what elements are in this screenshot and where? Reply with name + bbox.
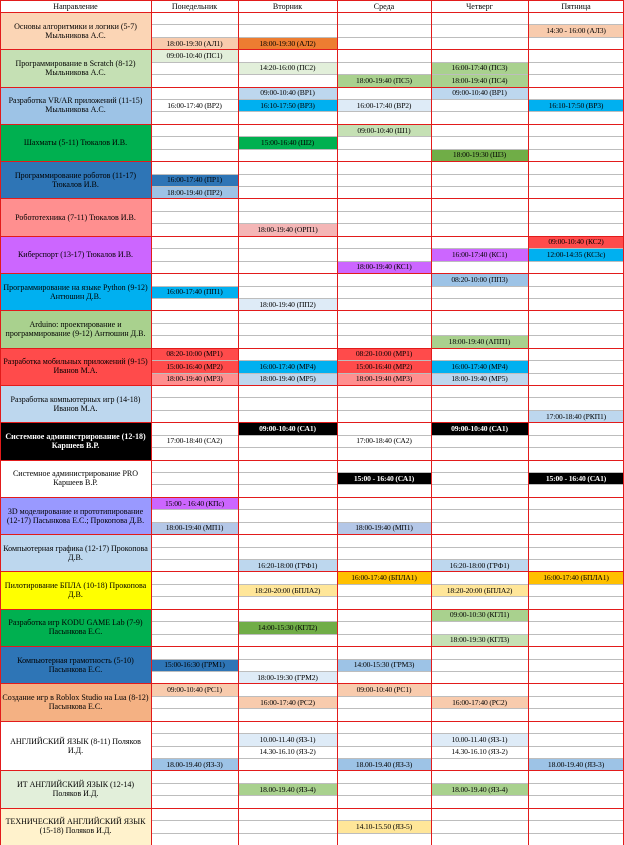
row-divider xyxy=(0,770,624,771)
time-slot-tuesday: 18.00-19.40 (ЯЗ-4) xyxy=(238,783,337,795)
time-slot-tuesday: 09:00-10:40 (СА1) xyxy=(238,422,337,434)
row-divider xyxy=(151,410,624,411)
header-direction: Направление xyxy=(53,1,98,11)
row-divider xyxy=(151,223,624,224)
time-slot-wednesday: 08:20-10:00 (МР1) xyxy=(337,348,431,360)
direction-label: Программирование в Scratch (8-12) Мыльникова А.С. xyxy=(0,49,151,86)
time-slot-monday: 18:00-19:40 (ПР2) xyxy=(151,186,238,198)
row-divider xyxy=(0,12,624,13)
time-slot-wednesday: 09:00-10:40 (Ш1) xyxy=(337,124,431,136)
row-divider xyxy=(0,236,624,237)
time-slot-monday: 15:00 - 16:40 (КПс) xyxy=(151,497,238,509)
row-divider xyxy=(151,186,624,187)
header-friday: Пятница xyxy=(561,1,591,11)
row-divider xyxy=(0,87,624,88)
row-divider xyxy=(151,24,624,25)
time-slot-friday: 18.00-19.40 (ЯЗ-3) xyxy=(528,758,624,770)
time-slot-tuesday: 16:00-17:40 (МР4) xyxy=(238,360,337,372)
row-divider xyxy=(0,534,624,535)
direction-label: Основы алгоритмики и логики (5-7) Мыльникова А.С. xyxy=(0,12,151,49)
row-divider xyxy=(0,198,624,199)
row-divider xyxy=(0,460,624,461)
row-divider xyxy=(0,422,624,423)
row-divider xyxy=(151,111,624,112)
row-divider xyxy=(0,124,624,125)
time-slot-wednesday: 15:00-16:40 (МР2) xyxy=(337,360,431,372)
row-divider xyxy=(0,683,624,684)
time-slot-thursday: 18:00-19:40 (ПС4) xyxy=(431,74,528,86)
row-divider xyxy=(0,49,624,50)
time-slot-wednesday: 18:00-19:40 (МР3) xyxy=(337,373,431,385)
header-thursday: Четверг xyxy=(466,1,493,11)
row-divider xyxy=(151,547,624,548)
direction-label: 3D моделирование и прототипирование (12-17) Пасынкова Е.С.; Прокопова Д.В. xyxy=(0,497,151,534)
time-slot-monday: 16:00-17:40 (ПП1) xyxy=(151,286,238,298)
direction-label: Разработка мобильных приложений (9-15) Иванов М.А. xyxy=(0,348,151,385)
time-slot-thursday: 18:00-19:40 (МР5) xyxy=(431,373,528,385)
row-divider xyxy=(151,758,624,759)
time-slot-wednesday: 09:00-10:40 (РС1) xyxy=(337,683,431,695)
row-divider xyxy=(151,37,624,38)
time-slot-tuesday: 14.30-16.10 (ЯЗ-2) xyxy=(238,746,337,758)
column-divider xyxy=(431,0,432,845)
time-slot-thursday: 09:00-10:30 (КГЛ1) xyxy=(431,609,528,621)
row-divider xyxy=(151,335,624,336)
time-slot-thursday: 16:00-17:40 (КС1) xyxy=(431,248,528,260)
column-divider xyxy=(238,0,239,845)
row-divider xyxy=(151,634,624,635)
row-divider xyxy=(151,472,624,473)
time-slot-tuesday: 16:20-18:00 (ГРФ1) xyxy=(238,559,337,571)
time-slot-tuesday: 10.00-11.40 (ЯЗ-1) xyxy=(238,733,337,745)
direction-label: Разработка компьютерных игр (14-18) Иванов М.А. xyxy=(0,385,151,422)
direction-label: Компьютерная графика (12-17) Прокопова Д.В. xyxy=(0,534,151,571)
row-divider xyxy=(151,584,624,585)
row-divider xyxy=(151,708,624,709)
time-slot-tuesday: 18:20-20:00 (БПЛА2) xyxy=(238,584,337,596)
row-divider xyxy=(151,783,624,784)
time-slot-thursday: 18:20-20:00 (БПЛА2) xyxy=(431,584,528,596)
row-divider xyxy=(151,659,624,660)
time-slot-friday: 12:00-14:35 (КС3с) xyxy=(528,248,624,260)
row-divider xyxy=(151,248,624,249)
time-slot-monday: 18.00-19.40 (ЯЗ-3) xyxy=(151,758,238,770)
row-divider xyxy=(151,286,624,287)
direction-label: Разработка VR/AR приложений (11-15) Мыльникова А.С. xyxy=(0,87,151,124)
time-slot-tuesday: 18:00-19:30 (АЛ2) xyxy=(238,37,337,49)
direction-label: Шахматы (5-11) Тюкалов И.В. xyxy=(0,124,151,161)
column-divider xyxy=(0,0,1,845)
time-slot-friday: 14:30 - 16:00 (АЛ3) xyxy=(528,24,624,36)
row-divider xyxy=(0,571,624,572)
row-divider xyxy=(151,833,624,834)
row-divider xyxy=(0,161,624,162)
time-slot-tuesday: 14:20-16:00 (ПС2) xyxy=(238,62,337,74)
header-tuesday: Вторник xyxy=(272,1,303,11)
time-slot-monday: 09:00-10:40 (ПС1) xyxy=(151,49,238,61)
time-slot-tuesday: 09:00-10:40 (ВР1) xyxy=(238,87,337,99)
time-slot-thursday: 18:00-19:30 (Ш3) xyxy=(431,149,528,161)
time-slot-monday: 09:00-10:40 (РС1) xyxy=(151,683,238,695)
row-divider xyxy=(0,385,624,386)
row-divider xyxy=(151,596,624,597)
row-divider xyxy=(0,348,624,349)
time-slot-tuesday: 14:00-15:30 (КГЛ2) xyxy=(238,621,337,633)
time-slot-thursday: 18.00-19.40 (ЯЗ-4) xyxy=(431,783,528,795)
row-divider xyxy=(151,509,624,510)
table-border xyxy=(0,0,624,1)
row-divider xyxy=(0,609,624,610)
time-slot-friday: 15:00 - 16:40 (СА1) xyxy=(528,472,624,484)
row-divider xyxy=(151,360,624,361)
row-divider xyxy=(151,323,624,324)
row-divider xyxy=(151,447,624,448)
time-slot-thursday: 10.00-11.40 (ЯЗ-1) xyxy=(431,733,528,745)
direction-label: Системное администрирование PRO Каршеев В.Р. xyxy=(0,460,151,497)
time-slot-thursday: 14.30-16.10 (ЯЗ-2) xyxy=(431,746,528,758)
direction-label: Робототехника (7-11) Тюкалов И.В. xyxy=(0,198,151,235)
time-slot-wednesday: 14.10-15.50 (ЯЗ-5) xyxy=(337,820,431,832)
direction-label: Программирование на языке Python (9-12) Антюшин Д.В. xyxy=(0,273,151,310)
time-slot-friday: 17:00-18:40 (РКП1) xyxy=(528,410,624,422)
row-divider xyxy=(151,435,624,436)
direction-label: Программирование роботов (11-17) Тюкалов И.В. xyxy=(0,161,151,198)
time-slot-tuesday: 15:00-16:40 (Ш2) xyxy=(238,136,337,148)
time-slot-wednesday: 18.00-19.40 (ЯЗ-3) xyxy=(337,758,431,770)
time-slot-monday: 08:20-10:00 (МР1) xyxy=(151,348,238,360)
time-slot-wednesday: 16:00-17:40 (БПЛА1) xyxy=(337,571,431,583)
time-slot-friday: 09:00-10:40 (КС2) xyxy=(528,236,624,248)
time-slot-thursday: 09:00-10:40 (ВР1) xyxy=(431,87,528,99)
time-slot-wednesday: 18:00-19:40 (ПС5) xyxy=(337,74,431,86)
row-divider xyxy=(151,298,624,299)
row-divider xyxy=(151,74,624,75)
row-divider xyxy=(0,721,624,722)
direction-label: Создание игр в Roblox Studio на Lua (8-12) Пасынкова Е.С. xyxy=(0,683,151,720)
time-slot-monday: 18:00-19:40 (МП1) xyxy=(151,522,238,534)
direction-label: ТЕХНИЧЕСКИЙ АНГЛИЙСКИЙ ЯЗЫК (15-18) Поляков И.Д. xyxy=(0,808,151,845)
time-slot-thursday: 08:20-10:00 (ПП3) xyxy=(431,273,528,285)
row-divider xyxy=(0,310,624,311)
row-divider xyxy=(151,746,624,747)
row-divider xyxy=(151,62,624,63)
column-divider xyxy=(337,0,338,845)
time-slot-tuesday: 18:00-19:40 (ПП2) xyxy=(238,298,337,310)
row-divider xyxy=(151,261,624,262)
time-slot-thursday: 18:00-19:30 (КГЛ3) xyxy=(431,634,528,646)
time-slot-monday: 15:00-16:40 (МР2) xyxy=(151,360,238,372)
time-slot-friday: 16:00-17:40 (БПЛА1) xyxy=(528,571,624,583)
row-divider xyxy=(0,646,624,647)
time-slot-tuesday: 18:00-19:40 (МР5) xyxy=(238,373,337,385)
direction-label: АНГЛИЙСКИЙ ЯЗЫК (8-11) Поляков И.Д. xyxy=(0,721,151,771)
time-slot-wednesday: 15:00 - 16:40 (СА1) xyxy=(337,472,431,484)
time-slot-thursday: 16:20-18:00 (ГРФ1) xyxy=(431,559,528,571)
time-slot-thursday: 09:00-10:40 (СА1) xyxy=(431,422,528,434)
row-divider xyxy=(151,733,624,734)
row-divider xyxy=(151,149,624,150)
column-divider xyxy=(151,0,152,845)
time-slot-thursday: 18:00-19:40 (АПП1) xyxy=(431,335,528,347)
time-slot-wednesday: 14:00-15:30 (ГРМ3) xyxy=(337,659,431,671)
time-slot-tuesday: 16:00-17:40 (РС2) xyxy=(238,696,337,708)
time-slot-thursday: 16:00-17:40 (РС2) xyxy=(431,696,528,708)
row-divider xyxy=(151,820,624,821)
time-slot-tuesday: 18:00-19:40 (ОРП1) xyxy=(238,223,337,235)
row-divider xyxy=(151,522,624,523)
time-slot-wednesday: 17:00-18:40 (СА2) xyxy=(337,435,431,447)
row-divider xyxy=(151,99,624,100)
row-divider xyxy=(151,373,624,374)
row-divider xyxy=(0,808,624,809)
direction-label: Разработка игр KODU GAME Lab (7-9) Пасынкова Е.С. xyxy=(0,609,151,646)
direction-label: ИТ АНГЛИЙСКИЙ ЯЗЫК (12-14) Поляков И.Д. xyxy=(0,770,151,807)
row-divider xyxy=(151,621,624,622)
time-slot-tuesday: 16:10-17:50 (ВР3) xyxy=(238,99,337,111)
time-slot-monday: 17:00-18:40 (СА2) xyxy=(151,435,238,447)
time-slot-wednesday: 18:00-19:40 (КС1) xyxy=(337,261,431,273)
column-divider xyxy=(528,0,529,845)
time-slot-thursday: 16:00-17:40 (МР4) xyxy=(431,360,528,372)
time-slot-thursday: 16:00-17:40 (ПС3) xyxy=(431,62,528,74)
time-slot-friday: 16:10-17:50 (ВР3) xyxy=(528,99,624,111)
direction-label: Системное администрирование (12-18) Каршеев В.Р. xyxy=(0,422,151,459)
row-divider xyxy=(151,174,624,175)
time-slot-monday: 18:00-19:30 (АЛ1) xyxy=(151,37,238,49)
row-divider xyxy=(151,136,624,137)
time-slot-wednesday: 18:00-19:40 (МП1) xyxy=(337,522,431,534)
row-divider xyxy=(151,795,624,796)
header-monday: Понедельник xyxy=(171,1,218,11)
time-slot-monday: 15:00-16:30 (ГРМ1) xyxy=(151,659,238,671)
time-slot-monday: 16:00-17:40 (ПР1) xyxy=(151,174,238,186)
row-divider xyxy=(151,211,624,212)
row-divider xyxy=(151,696,624,697)
row-divider xyxy=(0,273,624,274)
time-slot-monday: 18:00-19:40 (МР3) xyxy=(151,373,238,385)
row-divider xyxy=(151,671,624,672)
direction-label: Компьютерная грамотность (5-10) Пасынкова Е.С. xyxy=(0,646,151,683)
direction-label: Киберспорт (13-17) Тюкалов И.В. xyxy=(0,236,151,273)
direction-label: Arduino: проектирование и программирование (9-12) Антюшин Д.В. xyxy=(0,310,151,347)
time-slot-tuesday: 18:00-19:30 (ГРМ2) xyxy=(238,671,337,683)
time-slot-wednesday: 16:00-17:40 (ВР2) xyxy=(337,99,431,111)
time-slot-monday: 16:00-17:40 (ВР2) xyxy=(151,99,238,111)
row-divider xyxy=(0,497,624,498)
header-wednesday: Среда xyxy=(373,1,395,11)
row-divider xyxy=(151,397,624,398)
row-divider xyxy=(151,559,624,560)
row-divider xyxy=(151,484,624,485)
direction-label: Пилотирование БПЛА (10-18) Прокопова Д.В. xyxy=(0,571,151,608)
